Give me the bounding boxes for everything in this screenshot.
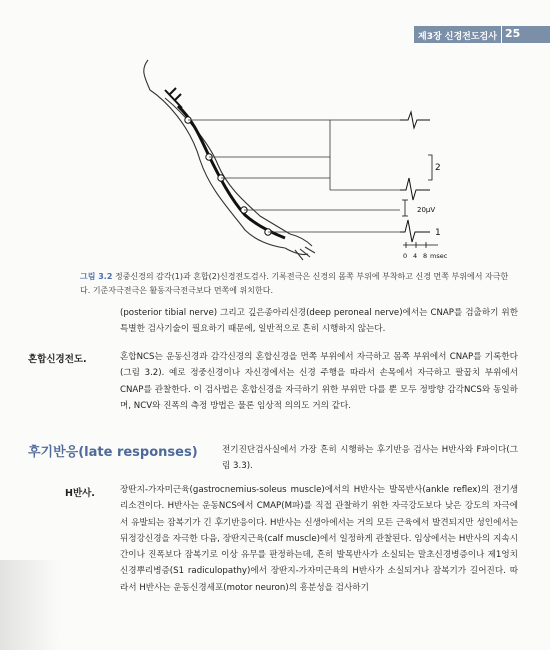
time-axis: [403, 242, 438, 248]
median-nerve-line: [178, 106, 285, 238]
header-divider: [501, 26, 502, 43]
chapter-title: 제3장 신경전도검사: [418, 32, 497, 42]
mixed-nerve-paragraph: 혼합NCS는 운동신경과 감각신경의 혼합신경을 먼쪽 부위에서 자극하고 몸쪽 부위에서 CNAP를 기록한다(그림 3.2). 예로 정중신경이나 자신경에서는 신경 주행을 따라서 손목에서 자극하고 팔꿉치 부위에서 CNAP를 관찰한다. 이 검사법은 혼합신경을 자극하기 위한 부위만 다를 뿐 모두 정방향 감각NCS와 동일하며, NCV와 진폭의 측정 방법은 물론 임상적 의의도 거의 같다.: [120, 352, 518, 411]
caption-label: 그림 3.2: [80, 272, 113, 281]
paragraph-continuation: (posterior tibial nerve) 그리고 깊은종아리신경(deep peroneal nerve)에서는 CNAP를 검출하기 위한 특별한 검사기술이 필요하기 때문에, 일반적으로 흔히 시행하지 않는다.: [120, 308, 518, 335]
axis-unit: msec: [430, 252, 448, 260]
trace-label-2: 2: [435, 163, 441, 173]
amplitude-scale-label: 20μV: [417, 206, 436, 214]
nerve-conduction-figure: [120, 50, 450, 265]
axis-tick-4: 4: [413, 252, 418, 260]
h-reflex-paragraph: 장딴지-가자미근육(gastrocnemius-soleus muscle)에서의 H반사는 발목반사(ankle reflex)의 전기생리소견이다. H반사는 운동NCS에서 CMAP(M파)를 직접 관찰하기 위한 자극강도보다 낮은 강도의 자극에서 유발되는 잠복기가 긴 후기반응이다. H반사는 신생아에서는 거의 모든 근육에서 발견되지만 성인에서는 뒤정강신경을 자극한 다음, 장딴지근육(calf muscle)에서 일정하게 관찰된다. 임상에서는 H반사의 지속시간이나 진폭보다 잠복기로 이상 유무를 판정하는데, 흔히 발목반사가 소실되는 말초신경병증이나 제1엉치신경뿌리병증(S1 radiculopathy)에서 장딴지-가자미근육의 H반사가 소실되거나 잠복기가 길어진다. 따라서 H반사는 운동신경세포(motor neuron)의 흥분성을 검사하기: [120, 485, 518, 593]
arm-illustration: [144, 60, 315, 260]
page-edge-shadow: [0, 560, 60, 650]
figure-caption: [80, 270, 510, 298]
axis-tick-0: 0: [403, 252, 408, 260]
late-responses-intro: 전기진단검사실에서 가장 흔히 시행하는 후기반응 검사는 H반사와 F파이다(그림 3.3).: [222, 445, 518, 471]
mixed-nerve-heading: 혼합신경전도.: [28, 354, 87, 365]
h-reflex-heading: H반사.: [65, 488, 95, 499]
trace-label-1: 1: [435, 228, 441, 238]
axis-tick-8: 8: [423, 252, 428, 260]
section-title: 후기반응(late responses): [28, 445, 198, 460]
page-number: 25: [505, 27, 521, 40]
waveform-traces: [400, 112, 430, 242]
caption-text: 정중신경의 감각(1)과 혼합(2)신경전도검사. 기록전극은 신경의 몸쪽 부위에 부착하고 신경 먼쪽 부위에서 자극한다. 기준자극전극은 활동자극전극보다 먼쪽에 위치한다.: [80, 272, 509, 295]
